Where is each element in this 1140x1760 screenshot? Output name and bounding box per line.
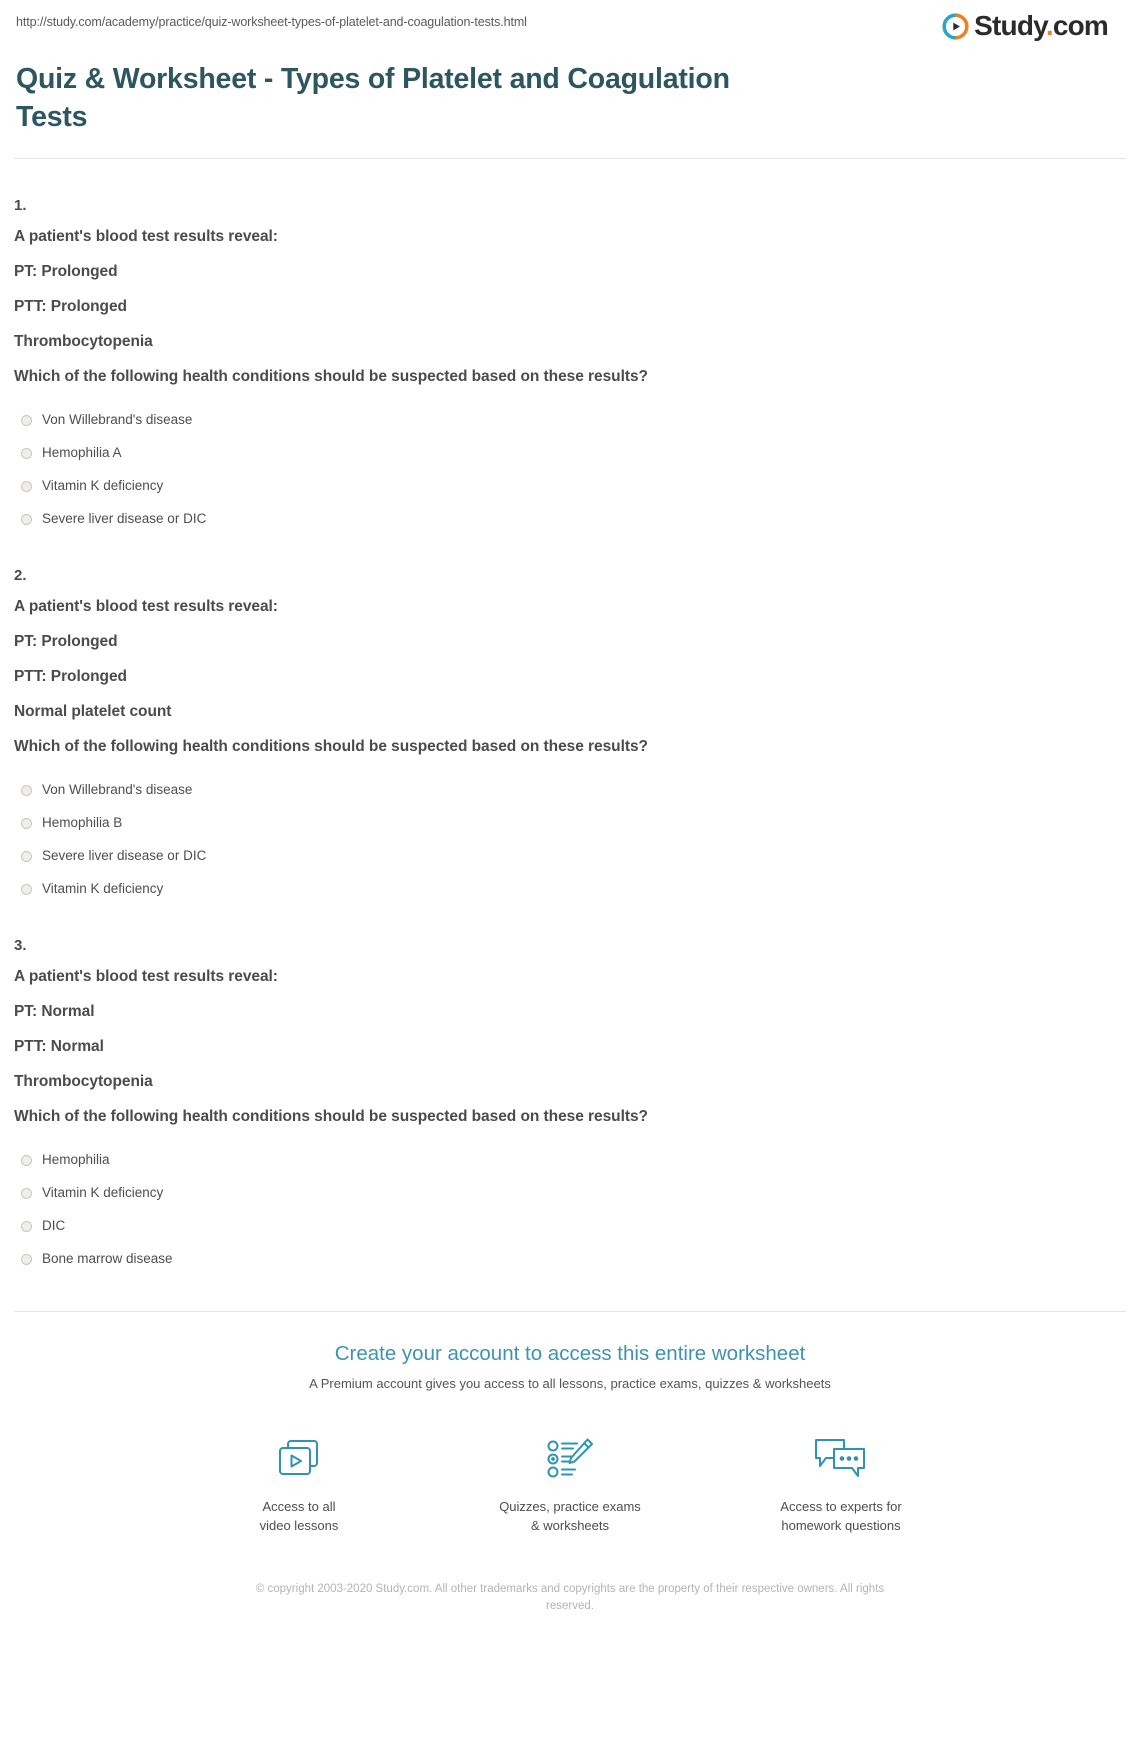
question-number: 2. xyxy=(14,567,27,584)
answer-options xyxy=(14,410,1126,529)
answer-option[interactable] xyxy=(14,1150,1126,1170)
radio-button-icon[interactable] xyxy=(21,851,32,862)
logo-dot: . xyxy=(1045,10,1053,41)
question-1 xyxy=(14,159,1126,529)
feature-label-line1: Quizzes, practice exams xyxy=(499,1499,641,1514)
answer-option-label: Hemophilia B xyxy=(42,815,123,830)
radio-button-icon[interactable] xyxy=(21,1254,32,1265)
answer-option[interactable] xyxy=(14,509,1126,529)
radio-button-icon[interactable] xyxy=(21,481,32,492)
answer-option-label: Vitamin K deficiency xyxy=(42,881,164,896)
page-title: Quiz & Worksheet - Types of Platelet and Coagulation Tests xyxy=(16,63,730,133)
question-line: PTT: Normal xyxy=(14,1038,104,1055)
question-line: PTT: Prolonged xyxy=(14,298,127,315)
feature-label-line2: & worksheets xyxy=(530,1518,610,1533)
question-line: PT: Prolonged xyxy=(14,263,118,280)
question-number: 1. xyxy=(14,197,27,214)
answer-option-label: Hemophilia A xyxy=(42,445,122,460)
feature-quizzes xyxy=(478,1433,663,1535)
radio-button-icon[interactable] xyxy=(21,415,32,426)
radio-button-icon[interactable] xyxy=(21,1188,32,1199)
cta-heading[interactable]: Create your account to access this entire worksheet xyxy=(334,1342,806,1365)
logo-wordmark xyxy=(974,12,1108,40)
video-lessons-icon xyxy=(207,1433,392,1485)
question-line: A patient's blood test results reveal: xyxy=(14,228,278,245)
radio-button-icon[interactable] xyxy=(21,818,32,829)
feature-label-line2: video lessons xyxy=(259,1518,339,1533)
feature-label-line1: Access to experts for xyxy=(780,1499,902,1514)
quiz-pencil-icon xyxy=(478,1433,663,1485)
answer-option-label: Bone marrow disease xyxy=(42,1251,173,1266)
feature-video-lessons xyxy=(207,1433,392,1535)
question-2 xyxy=(14,529,1126,899)
questions-list xyxy=(0,159,1140,1269)
answer-option[interactable] xyxy=(14,410,1126,430)
feature-experts xyxy=(749,1433,934,1535)
answer-options xyxy=(14,1150,1126,1269)
page-header xyxy=(0,0,1140,52)
answer-option[interactable] xyxy=(14,846,1126,866)
answer-option[interactable] xyxy=(14,1249,1126,1269)
study-com-logo[interactable] xyxy=(942,12,1124,40)
cta-section xyxy=(0,1312,1140,1639)
question-line: Thrombocytopenia xyxy=(14,333,153,350)
answer-option[interactable] xyxy=(14,879,1126,899)
question-line: A patient's blood test results reveal: xyxy=(14,968,278,985)
answer-option-label: Hemophilia xyxy=(42,1152,110,1167)
source-url: http://study.com/academy/practice/quiz-worksheet-types-of-platelet-and-coagulation-tests.html xyxy=(16,15,527,29)
logo-text-com: com xyxy=(1052,10,1108,41)
feature-list xyxy=(16,1433,1124,1535)
answer-option[interactable] xyxy=(14,443,1126,463)
play-circle-icon xyxy=(942,13,969,40)
feature-label-line2: homework questions xyxy=(781,1518,901,1533)
chat-bubbles-icon xyxy=(749,1433,934,1485)
question-prompt: Which of the following health conditions should be suspected based on these results? xyxy=(14,368,648,385)
answer-option[interactable] xyxy=(14,1183,1126,1203)
cta-subtitle: A Premium account gives you access to all lessons, practice exams, quizzes & worksheets xyxy=(309,1376,831,1391)
question-line: Thrombocytopenia xyxy=(14,1073,153,1090)
copyright-notice: © copyright 2003-2020 Study.com. All other trademarks and copyrights are the property of their respective owners. All rights reserved. xyxy=(255,1583,885,1612)
question-line: PTT: Prolonged xyxy=(14,668,127,685)
question-line: PT: Prolonged xyxy=(14,633,118,650)
question-line: A patient's blood test results reveal: xyxy=(14,598,278,615)
question-line: PT: Normal xyxy=(14,1003,95,1020)
answer-option[interactable] xyxy=(14,813,1126,833)
logo-text-study: Study xyxy=(974,10,1046,41)
answer-option[interactable] xyxy=(14,1216,1126,1236)
question-line: Normal platelet count xyxy=(14,703,172,720)
feature-label-line1: Access to all xyxy=(262,1499,336,1514)
answer-option-label: Severe liver disease or DIC xyxy=(42,848,207,863)
radio-button-icon[interactable] xyxy=(21,448,32,459)
radio-button-icon[interactable] xyxy=(21,884,32,895)
radio-button-icon[interactable] xyxy=(21,514,32,525)
answer-option-label: Von Willebrand's disease xyxy=(42,782,193,797)
title-section xyxy=(0,52,1140,136)
answer-option[interactable] xyxy=(14,476,1126,496)
answer-option-label: DIC xyxy=(42,1218,66,1233)
radio-button-icon[interactable] xyxy=(21,785,32,796)
answer-option-label: Severe liver disease or DIC xyxy=(42,511,207,526)
answer-options xyxy=(14,780,1126,899)
question-prompt: Which of the following health conditions should be suspected based on these results? xyxy=(14,1108,648,1125)
radio-button-icon[interactable] xyxy=(21,1155,32,1166)
answer-option[interactable] xyxy=(14,780,1126,800)
radio-button-icon[interactable] xyxy=(21,1221,32,1232)
question-3 xyxy=(14,899,1126,1269)
question-number: 3. xyxy=(14,937,27,954)
answer-option-label: Von Willebrand's disease xyxy=(42,412,193,427)
answer-option-label: Vitamin K deficiency xyxy=(42,1185,164,1200)
answer-option-label: Vitamin K deficiency xyxy=(42,478,164,493)
question-prompt: Which of the following health conditions should be suspected based on these results? xyxy=(14,738,648,755)
